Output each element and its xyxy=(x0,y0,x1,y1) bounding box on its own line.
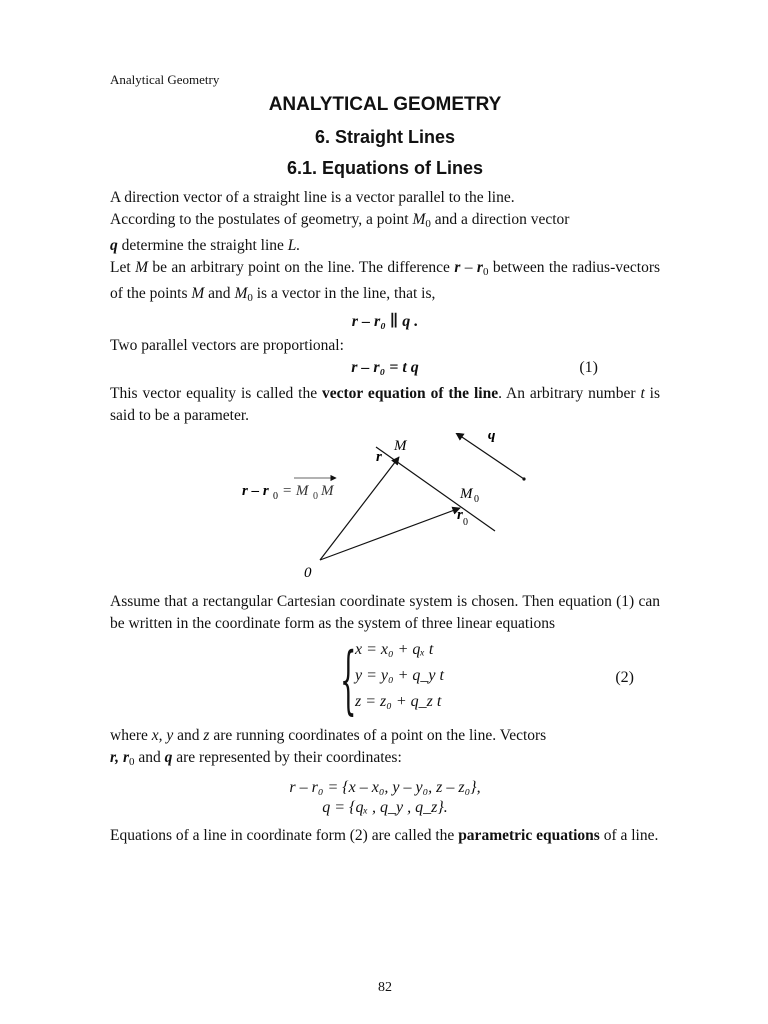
vector-r xyxy=(320,457,399,560)
paragraph-postulate: According to the postulates of geometry, a point $M_0$ and a direction vector q determine the straight line L. xyxy=(110,211,570,254)
paragraph-proportional: Two parallel vectors are proportional: xyxy=(110,337,344,354)
page-body xyxy=(110,72,661,995)
vector-r0 xyxy=(320,508,460,560)
paragraph-running-coordinates: where x, y and z are running coordinates of a point on the line. Vectors r, $r_0$ and q are represented by their coordinates: xyxy=(110,727,547,768)
label-r: r xyxy=(376,449,382,465)
system-line-x: x = x₀ + qₓ t xyxy=(355,641,434,658)
equation-1-number: (1) xyxy=(579,359,598,376)
subsection-title: 6.1. Equations of Lines xyxy=(286,158,484,178)
label-r0-sub: 0 xyxy=(463,517,468,528)
label-diff-M0-sub: 0 xyxy=(313,491,318,502)
equation-parallel: r – r₀ ∥ q . xyxy=(351,313,419,330)
label-q: q xyxy=(488,433,496,443)
label-diff: r – r xyxy=(242,483,269,499)
equation-2-number: (2) xyxy=(615,669,634,686)
paragraph-vector-equation: This vector equality is called the vector equation of the line. An arbitrary number t is said to be a parameter. xyxy=(110,385,661,424)
label-M0-sub: 0 xyxy=(474,494,479,505)
label-diff-sub: 0 xyxy=(273,491,278,502)
line-L xyxy=(376,447,495,531)
equation-1-body: r – r₀ = t q xyxy=(351,359,419,376)
label-r0: r xyxy=(457,507,463,523)
label-M: M xyxy=(394,438,407,454)
label-diff-eq: = M xyxy=(282,483,309,499)
label-diff-M: M xyxy=(321,483,334,499)
paragraph-definition: A direction vector of a straight line is a vector parallel to the line. xyxy=(110,189,515,206)
page-number: 82 xyxy=(378,980,392,995)
paragraph-parametric: Equations of a line in coordinate form (2) are called the parametric equations of a line. xyxy=(110,827,659,844)
label-origin: 0 xyxy=(304,565,312,581)
section-title: 6. Straight Lines xyxy=(314,127,456,147)
system-brace: { xyxy=(340,637,357,723)
system-line-z: z = z₀ + q_z t xyxy=(355,693,442,710)
coordinates-r-r0: r – r₀ = {x – x₀, y – y₀, z – z₀}, xyxy=(289,779,481,796)
page-title: ANALYTICAL GEOMETRY xyxy=(268,94,502,115)
line-diagram-svg xyxy=(110,433,660,583)
system-line-y: y = y₀ + q_y t xyxy=(355,667,444,684)
equation-1 xyxy=(110,357,660,383)
paragraph-cartesian: Assume that a rectangular Cartesian coordinate system is chosen. Then equation (1) can be written in the coordinate form as the system of three linear equations xyxy=(110,593,660,632)
q-tail-dot xyxy=(522,477,525,480)
equation-system-2 xyxy=(110,637,660,723)
coordinates-q: q = {qₓ , q_y , q_z}. xyxy=(322,799,448,816)
line-diagram xyxy=(110,433,660,583)
paragraph-difference: Let M be an arbitrary point on the line. The difference r – $r_0$ between the radius-vectors of the points M and $M_0$ is a vector in the line, that is, xyxy=(110,259,661,304)
label-M0: M xyxy=(460,486,473,502)
running-header: Analytical Geometry xyxy=(110,72,220,87)
